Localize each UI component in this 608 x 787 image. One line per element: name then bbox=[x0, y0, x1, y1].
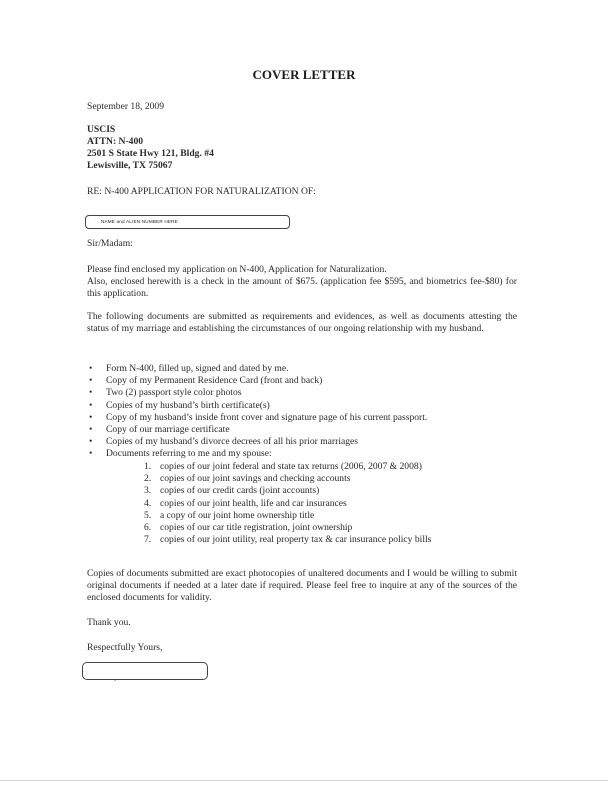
recipient-org: USCIS bbox=[87, 124, 116, 135]
list-item: 2. copies of our joint savings and checking accounts bbox=[144, 473, 351, 485]
documents-bullet-list bbox=[87, 363, 527, 461]
list-item: • Copy of our marriage certificate bbox=[89, 423, 230, 435]
list-item: • Copy of my Permanent Residence Card (front and back) bbox=[89, 375, 323, 387]
thank-you: Thank you. bbox=[87, 617, 131, 628]
recipient-street: 2501 S State Hwy 121, Bldg. #4 bbox=[87, 148, 214, 159]
bullet-icon: • bbox=[89, 363, 93, 374]
bullet-icon: • bbox=[89, 423, 93, 435]
bullet-icon: • bbox=[89, 436, 93, 448]
paragraph-fee-check: Also, enclosed herewith is a check in the amount of $675. (application fee $595, and biometrics fee-$80) for this application. bbox=[87, 276, 517, 299]
letter-title: COVER LETTER bbox=[252, 67, 356, 82]
scan-edge-divider bbox=[0, 780, 608, 781]
name-alien-number-box: NAME and ALIEN NUMBER HERE bbox=[85, 215, 290, 229]
list-item: 7. copies of our joint utility, real property tax & car insurance policy bills bbox=[144, 534, 432, 546]
salutation: Sir/Madam: bbox=[87, 238, 133, 249]
list-item: 5. a copy of our joint home ownership title bbox=[144, 509, 315, 521]
bullet-icon: • bbox=[89, 375, 93, 387]
list-item: • Copies of my husband’s divorce decrees of all his prior marriages bbox=[89, 436, 359, 448]
bullet-icon: • bbox=[89, 399, 93, 411]
list-item: 1. copies of our joint federal and state tax returns (2006, 2007 & 2008) bbox=[144, 461, 422, 472]
list-item: 3. copies of our credit cards (joint accounts) bbox=[144, 485, 320, 497]
list-item: • Copies of my husband’s birth certificate(s) bbox=[89, 399, 270, 411]
paragraph-documents-intro: The following documents are submitted as requirements and evidences, as well as documents attesting the status of my marriage and establishing the circumstances of our ongoing relationship with my husband. bbox=[87, 311, 517, 334]
list-item: 4. copies of our joint health, life and car insurances bbox=[144, 497, 347, 509]
bullet-icon: • bbox=[89, 448, 93, 460]
paragraph-enclosed-application: Please find enclosed my application on N-400, Application for Naturalization. bbox=[87, 264, 387, 275]
list-item: • Documents referring to me and my spouse: bbox=[89, 448, 272, 460]
letter-date: September 18, 2009 bbox=[87, 101, 165, 112]
list-item: • Copy of my husband’s inside front cover and signature page of his current passport. bbox=[89, 411, 428, 423]
list-item: 6. copies of our car title registration, joint ownership bbox=[144, 521, 353, 533]
joint-documents-sublist bbox=[144, 461, 431, 546]
list-item: • Two (2) passport style color photos bbox=[89, 387, 242, 399]
list-item: • Form N-400, filled up, signed and dated by me. bbox=[89, 363, 289, 374]
recipient-city: Lewisville, TX 75067 bbox=[87, 160, 173, 171]
re-line: RE: N-400 APPLICATION FOR NATURALIZATION OF: bbox=[87, 186, 316, 197]
signature-box bbox=[82, 662, 208, 680]
closing: Respectfully Yours, bbox=[87, 642, 163, 653]
bullet-icon: • bbox=[89, 387, 93, 399]
recipient-attn: ATTN: N-400 bbox=[87, 136, 144, 147]
bullet-icon: • bbox=[89, 411, 93, 423]
paragraph-photocopies: Copies of documents submitted are exact photocopies of unaltered documents and I would be willing to submit original documents if needed at a later date if required. Please feel free to inquire at any of the sources of the enclosed documents for validity. bbox=[87, 568, 517, 603]
